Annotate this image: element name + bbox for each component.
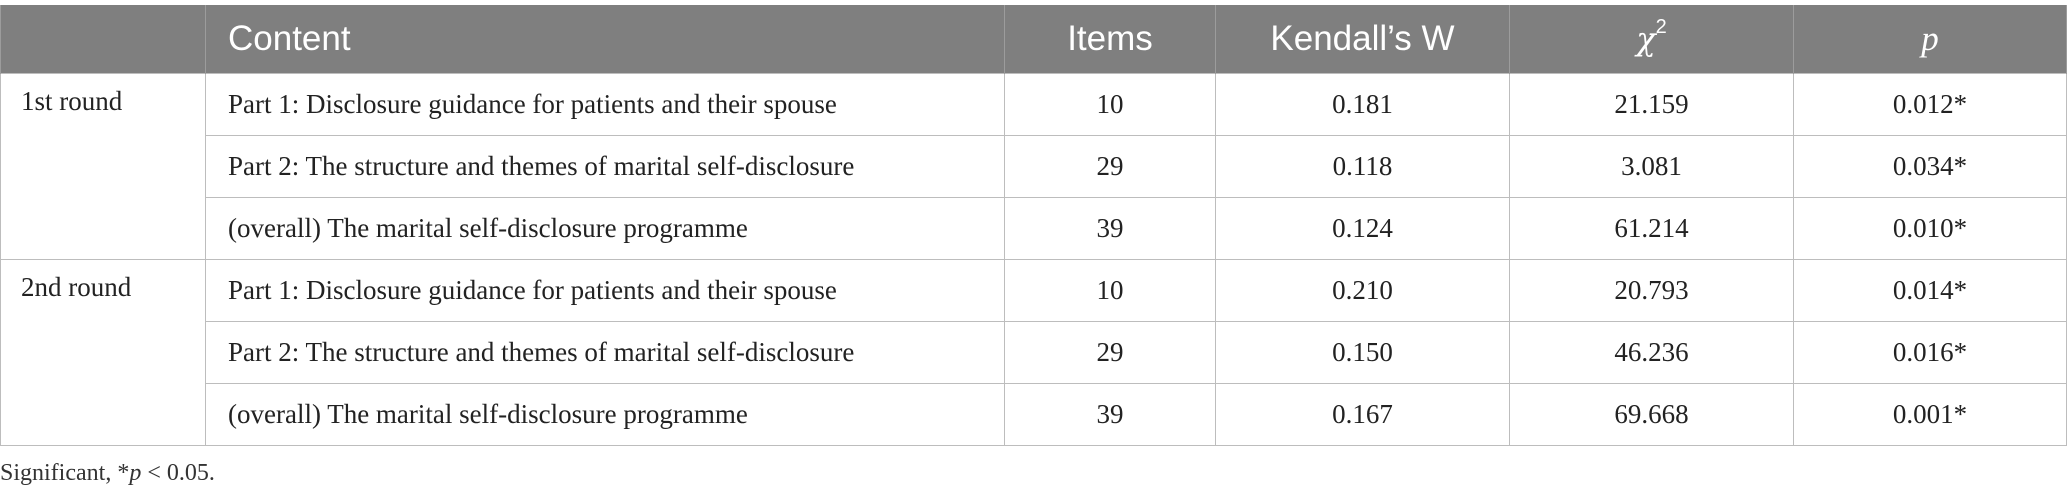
p-value-cell: 0.010*	[1794, 198, 2067, 260]
chi-square-cell: 46.236	[1510, 322, 1794, 384]
chi-square-cell: 61.214	[1510, 198, 1794, 260]
p-value-cell: 0.016*	[1794, 322, 2067, 384]
header-p: p	[1794, 5, 2067, 74]
chi-square-cell: 3.081	[1510, 136, 1794, 198]
table-row	[1, 260, 2067, 322]
content-cell: Part 1: Disclosure guidance for patients and their spouse	[206, 74, 1005, 136]
content-cell: (overall) The marital self-disclosure programme	[206, 198, 1005, 260]
table-header-row	[1, 5, 2067, 74]
table-footnote	[0, 460, 215, 487]
chi-square-cell: 21.159	[1510, 74, 1794, 136]
header-round	[1, 5, 206, 74]
footnote-p: p	[129, 460, 142, 486]
header-chi-square	[1510, 5, 1794, 74]
table-row	[1, 198, 2067, 260]
content-cell: Part 1: Disclosure guidance for patients and their spouse	[206, 260, 1005, 322]
chi-square-cell: 69.668	[1510, 384, 1794, 446]
items-cell: 39	[1005, 198, 1216, 260]
table-row	[1, 74, 2067, 136]
chi-square-cell: 20.793	[1510, 260, 1794, 322]
kendall-w-cell: 0.210	[1216, 260, 1510, 322]
round-label: 1st round	[1, 74, 206, 260]
table-row	[1, 322, 2067, 384]
p-value-cell: 0.014*	[1794, 260, 2067, 322]
footnote-prefix: Significant, *	[0, 460, 130, 486]
kendall-results-table	[0, 5, 2067, 446]
table-row	[1, 136, 2067, 198]
content-cell: (overall) The marital self-disclosure programme	[206, 384, 1005, 446]
chi-symbol: χ	[1636, 20, 1656, 58]
p-value-cell: 0.012*	[1794, 74, 2067, 136]
results-table-container	[0, 5, 2067, 446]
header-items: Items	[1005, 5, 1216, 74]
content-cell: Part 2: The structure and themes of marital self-disclosure	[206, 322, 1005, 384]
p-value-cell: 0.001*	[1794, 384, 2067, 446]
items-cell: 29	[1005, 322, 1216, 384]
header-kendall-w: Kendall’s W	[1216, 5, 1510, 74]
items-cell: 29	[1005, 136, 1216, 198]
header-content: Content	[206, 5, 1005, 74]
items-cell: 39	[1005, 384, 1216, 446]
round-label: 2nd round	[1, 260, 206, 446]
chi-superscript: 2	[1655, 16, 1667, 39]
items-cell: 10	[1005, 260, 1216, 322]
kendall-w-cell: 0.150	[1216, 322, 1510, 384]
table-row	[1, 384, 2067, 446]
kendall-w-cell: 0.124	[1216, 198, 1510, 260]
items-cell: 10	[1005, 74, 1216, 136]
content-cell: Part 2: The structure and themes of marital self-disclosure	[206, 136, 1005, 198]
kendall-w-cell: 0.167	[1216, 384, 1510, 446]
footnote-suffix: < 0.05.	[141, 460, 215, 486]
kendall-w-cell: 0.181	[1216, 74, 1510, 136]
kendall-w-cell: 0.118	[1216, 136, 1510, 198]
p-value-cell: 0.034*	[1794, 136, 2067, 198]
